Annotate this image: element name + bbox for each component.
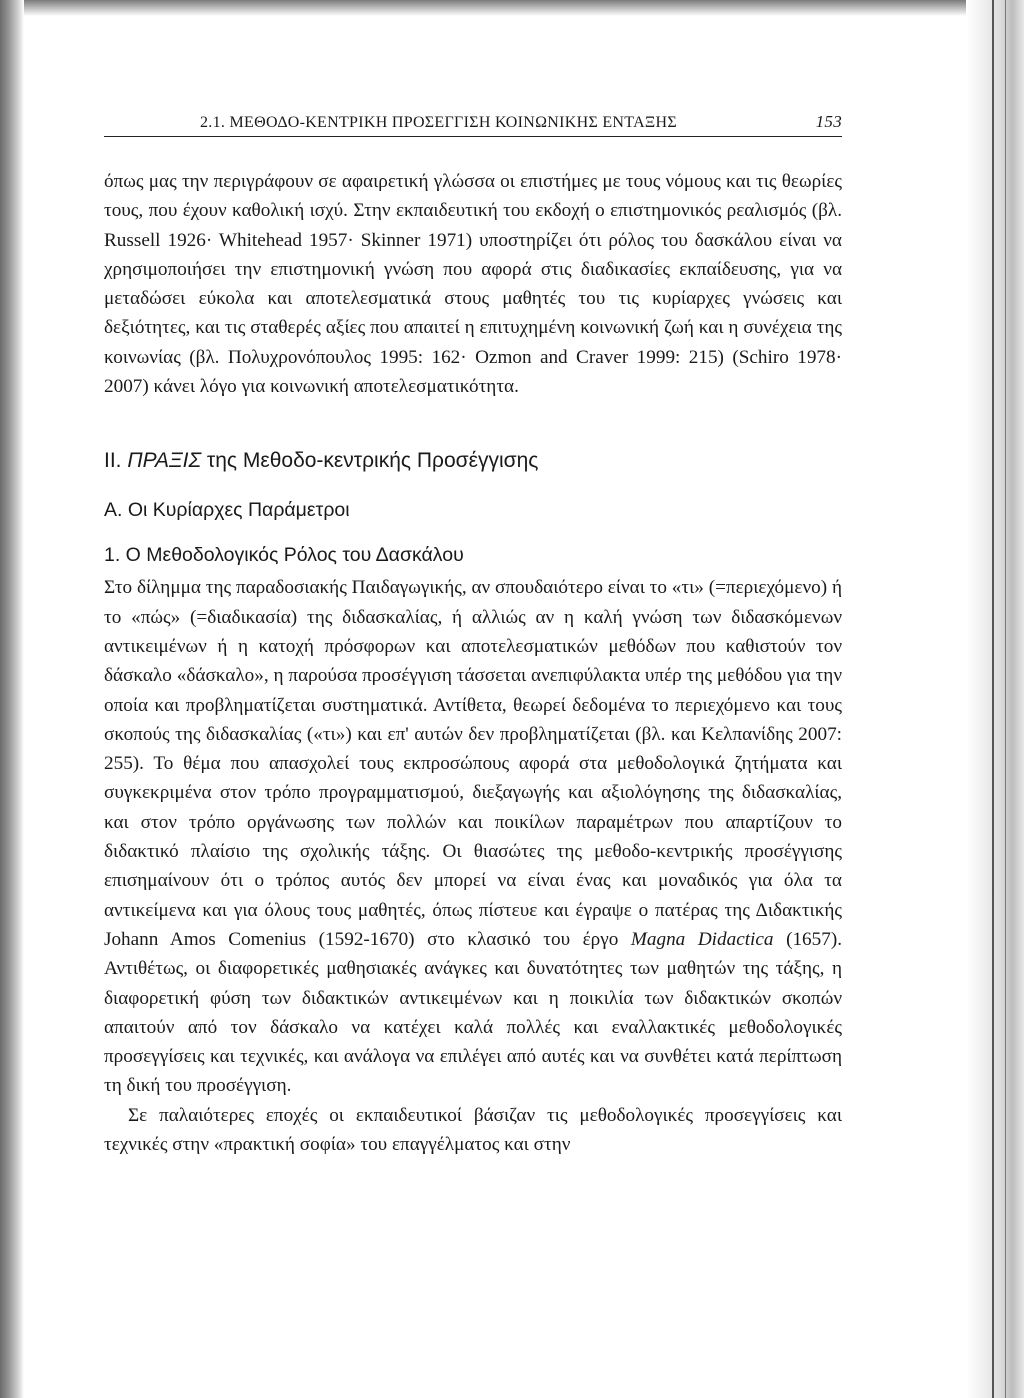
section-heading xyxy=(104,449,842,473)
page-number: 153 xyxy=(815,112,842,131)
scan-left-shadow xyxy=(0,0,24,1398)
running-head-title: 2.1. ΜΕΘΟΔΟ-ΚΕΝΤΡΙΚΗ ΠΡΟΣΕΓΓΙΣΗ ΚΟΙΝΩΝΙΚΗΣ ΕΝΤΑΞΗΣ xyxy=(200,114,677,131)
scan-right-edge xyxy=(966,0,1024,1398)
subsection-heading: Α. Οι Κυρίαρχες Παράμετροι xyxy=(104,499,350,522)
book-title: Magna Didactica xyxy=(630,928,774,950)
main-paragraph xyxy=(104,573,842,1100)
running-head xyxy=(104,112,842,137)
section-heading-number: ΙΙ. xyxy=(104,449,122,473)
main-paragraph-text-1: Στο δίλημμα της παραδοσιακής Παιδαγωγικής, αν σπουδαιότερο είναι το «τι» (=περιεχόμενο) ή το «πώς» (=διαδικασία) της διδασκαλίας, ή αλλιώς αν η καλή γνώση των διδασκόμενων αντικειμένων ή η κατοχή πρόσφορων και αποτελεσματικών μεθόδων που καθιστούν τον δάσκαλο «δάσκαλο», η παρούσα προσέγγιση τάσσεται ανεπιφύλακτα υπέρ της μεθόδου για την οποία και προβληματίζεται συστηματικά. Αντίθετα, θεωρεί δεδομένα το περιεχόμενο και τους σκοπούς της διδασκαλίας («τι») και επ' αυτών δεν προβληματίζεται (βλ. και Κελπανίδης 2007: 255). Το θέμα που απασχολεί τους εκπροσώπους αφορά στα μεθοδολογικά ζητήματα και συγκεκριμένα στον τρόπο προγραμματισμού, διεξαγωγής και αξιολόγησης της διδασκαλίας, και στον τρόπο οργάνωσης των πολλών και ποικίλων παραμέτρων που απαρτίζουν το διδακτικό πλαίσιο της σχολικής τάξης. Οι θιασώτες της μεθοδο-κεντρικής προσέγγισης επισημαίνουν ότι ο τρόπος αυτός δεν μπορεί να είναι ένας και μοναδικός για όλα τα αντικείμενα και για όλους τους μαθητές, όπως πίστευε και έγραψε ο πατέρας της Διδακτικής Johann Amos Comenius (1592-1670) στο κλασικό του έργο xyxy=(104,577,842,950)
scan-right-line-2 xyxy=(1005,0,1006,1398)
section-heading-rest: της Μεθοδο-κεντρικής Προσέγγισης xyxy=(206,449,539,473)
intro-paragraph: όπως μας την περιγράφουν σε αφαιρετική γλώσσα οι επιστήμες με τους νόμους και τις θεωρίες τους, που έχουν καθολική ισχύ. Στην εκπαιδευτική του εκδοχή ο επιστημονικός ρεαλισμός (βλ. Russell 1926· Whitehead 1957· Skinner 1971) υποστηρίζει ότι ρόλος του δασκάλου είναι να χρησιμοποιήσει την επιστημονική γνώση που αφορά στις διαδικασίες εκπαίδευσης, για να μεταδώσει εύκολα και αποτελεσματικά στους μαθητές του τις κυρίαρχες γνώσεις και δεξιότητες, και τις σταθερές αξίες που απαιτεί η επιτυχημένη κοινωνική ζωή και η συνέχεια της κοινωνίας (βλ. Πολυχρονόπουλος 1995: 162· Ozmon and Craver 1999: 215) (Schiro 1978· 2007) κάνει λόγο για κοινωνική αποτελεσματικότητα. xyxy=(104,171,842,398)
section-heading-emphasis: ΠΡΑΞΙΣ xyxy=(127,449,202,473)
main-paragraph-text-2: (1657). Αντιθέτως, οι διαφορετικές μαθησιακές ανάγκες και δυνατότητες των μαθητών της τάξης, η διαφορετική φύση των διδακτικών αντικειμένων και η ποικιλία των διδακτικών σκοπών απαιτούν από τον δάσκαλο να κατέχει καλά πολλές και εναλλακτικές μεθοδολογικές προσεγγίσεις και τεχνικές, και ανάλογα να επιλέγει από αυτές και να συνθέτει κατά περίπτωση τη δική του προσέγγιση. xyxy=(104,928,843,1097)
subsubsection-heading: 1. Ο Μεθοδολογικός Ρόλος του Δασκάλου xyxy=(104,544,464,567)
scan-right-line xyxy=(992,0,994,1398)
book-page xyxy=(104,112,842,1159)
scan-top-shadow xyxy=(0,0,1024,16)
closing-paragraph: Σε παλαιότερες εποχές οι εκπαιδευτικοί βάσιζαν τις μεθοδολογικές προσεγγίσεις και τεχνικές στην «πρακτική σοφία» του επαγγέλματος και στην xyxy=(104,1104,842,1156)
